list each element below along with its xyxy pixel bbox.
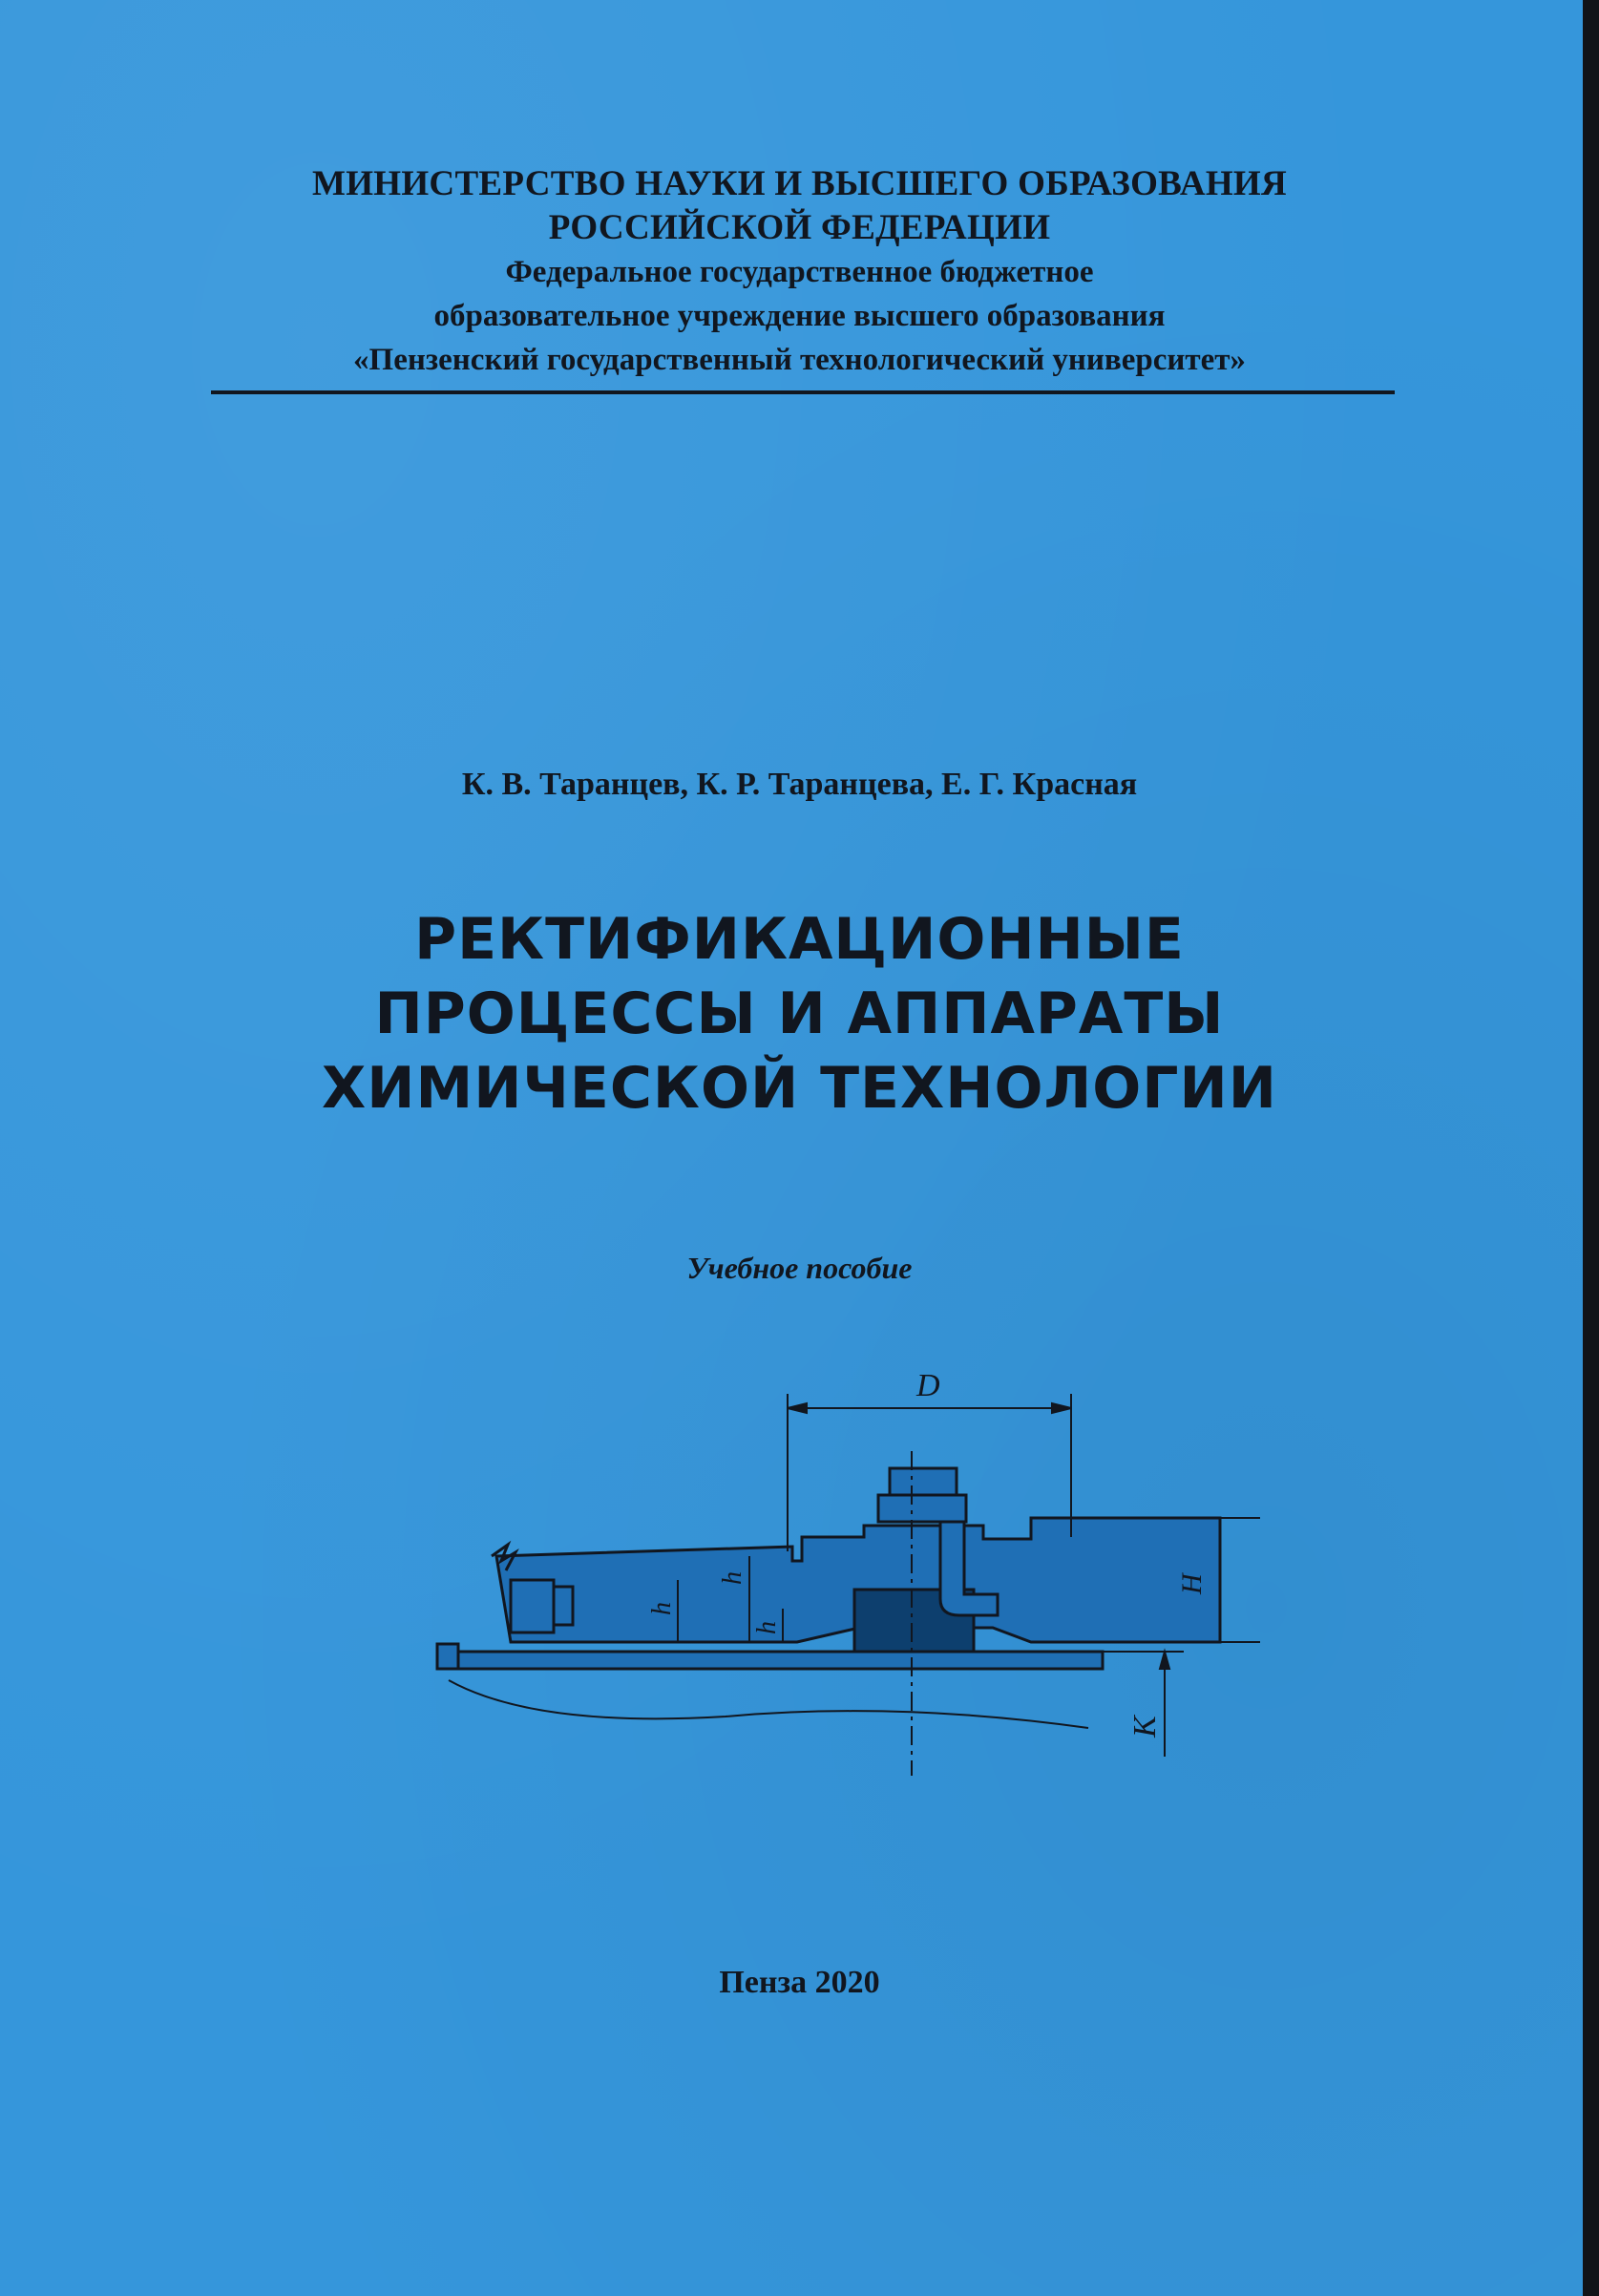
height-label: H	[1176, 1573, 1208, 1594]
publisher-header	[0, 162, 1599, 382]
ministry-line-2: РОССИЙСКОЙ ФЕДЕРАЦИИ	[548, 208, 1051, 247]
title-line-2: ПРОЦЕССЫ И АППАРАТЫ	[374, 980, 1225, 1047]
h2-label: h	[718, 1571, 747, 1585]
base-plate	[449, 1652, 1103, 1669]
h1-label: h	[647, 1602, 677, 1615]
bubble-cap-drawing	[420, 1365, 1260, 1843]
org-line-2: образовательное учреждение высшего образования	[433, 299, 1166, 333]
book-title	[0, 902, 1599, 1126]
diameter-label: D	[916, 1368, 940, 1403]
header-divider	[211, 390, 1395, 394]
side-bolt	[511, 1580, 573, 1632]
cover-edge	[1583, 0, 1599, 2296]
document-type: Учебное пособие	[686, 1251, 913, 1285]
city-year: Пенза 2020	[719, 1965, 880, 2000]
lower-contour	[449, 1680, 1088, 1728]
base-outline	[437, 1644, 458, 1669]
ministry-line-1: МИНИСТЕРСТВО НАУКИ И ВЫСШЕГО ОБРАЗОВАНИЯ	[311, 164, 1288, 203]
org-line-1: Федеральное государственное бюджетное	[505, 255, 1094, 289]
clearance-label: K	[1127, 1716, 1163, 1738]
org-line-3: «Пензенский государственный технологический университет»	[353, 343, 1246, 377]
title-line-1: РЕКТИФИКАЦИОННЫЕ	[414, 906, 1185, 973]
authors: К. В. Таранцев, К. Р. Таранцева, Е. Г. Красная	[461, 767, 1138, 802]
title-line-3: ХИМИЧЕСКОЙ ТЕХНОЛОГИИ	[322, 1055, 1277, 1122]
h3-label: h	[752, 1621, 782, 1634]
